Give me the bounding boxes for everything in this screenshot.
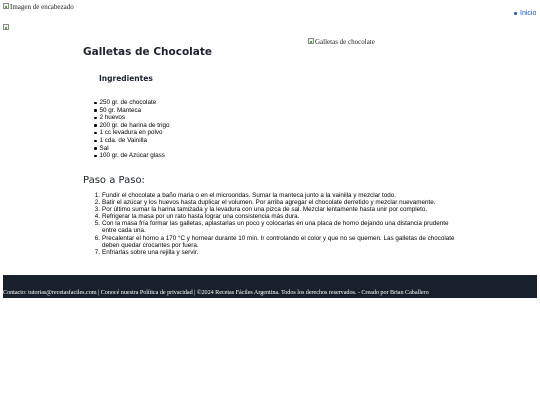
step-item (92, 199, 457, 206)
page-title: Galletas de Chocolate (83, 46, 212, 58)
steps-list (92, 192, 457, 256)
step-number: 6. (94, 234, 100, 242)
bullet-icon (94, 155, 97, 158)
step-item (92, 213, 457, 220)
step-item (92, 192, 457, 199)
bullet-icon (94, 102, 97, 105)
nav-item-inicio (514, 10, 536, 17)
step-number: 4. (94, 213, 100, 221)
ingredients-list (92, 99, 170, 160)
broken-image-icon (308, 38, 314, 44)
main-nav (514, 10, 536, 17)
step-text: Con la masa fría formar las galletas, aplastarlas un poco y colocarlas en una placa de horno dejando una distancia prudente entre cada una. (102, 220, 449, 235)
list-item (92, 152, 170, 160)
step-text: Fundir el chocolate a baño maria o en el microondas. Sumar la manteca junto a la vainilla y mezclar todo. (102, 192, 397, 199)
recipe-image-alt: Galletas de chocolate (315, 38, 375, 46)
step-text: Enfriarlas sobre una rejilla y servir. (102, 248, 199, 256)
ingredient-text: 1 cc levadura en polvo (99, 129, 163, 137)
list-item (92, 114, 170, 122)
bullet-icon (94, 147, 97, 150)
header-image (3, 3, 74, 11)
step-text: Precalentar el horno a 170 °C y hornear durante 10 min. Ir controlando el color y que no se quemen. Las galletas de chocolate deben quedar crocantes por fuera. (102, 234, 455, 249)
step-text: Batir el azúcar y los huevos hasta duplicar el volumen. Por arriba agregar el chocolate derretido y mezclar nuevamente. (102, 199, 436, 207)
step-text: Por último sumar la harina tamizada y la levadura con una pizca de sal. Mezclar lentamente hasta unir por completo. (102, 206, 428, 214)
broken-image-icon (3, 24, 9, 30)
steps-heading: Paso a Paso: (83, 175, 145, 186)
bullet-icon (514, 12, 517, 15)
ingredient-text: 250 gr. de chocolate (99, 99, 157, 106)
step-number: 5. (94, 220, 100, 228)
ingredient-text: 50 gr. Manteca (99, 106, 142, 114)
step-item (92, 206, 457, 213)
broken-image-icon (3, 3, 9, 9)
step-number: 7. (94, 248, 100, 256)
ingredient-text: 1 cda. de Vainilla (99, 136, 147, 144)
bullet-icon (94, 124, 97, 127)
step-number: 1. (94, 192, 100, 199)
list-item (92, 107, 170, 115)
nav-link-inicio[interactable]: Inicio (520, 10, 537, 17)
logo-image (3, 24, 9, 30)
bullet-icon (94, 117, 97, 120)
recipe-image (308, 38, 375, 46)
list-item (92, 129, 170, 137)
list-item (92, 122, 170, 130)
step-item (92, 249, 457, 256)
step-number: 3. (94, 206, 100, 214)
ingredient-text: Sal (99, 144, 109, 152)
ingredient-text: 200 gr. de harina de trigo (99, 121, 170, 129)
ingredients-heading: Ingredientes (99, 74, 153, 83)
step-number: 2. (94, 199, 100, 207)
bullet-icon (94, 109, 97, 112)
step-text: Refrigerar la masa por un rato hasta lograr una consistencia más dura. (102, 213, 300, 221)
bullet-icon (94, 140, 97, 143)
ingredient-text: 2 huevos (99, 114, 126, 122)
header-image-alt: Imagen de encabezado (10, 3, 74, 11)
list-item (92, 145, 170, 153)
list-item (92, 99, 170, 107)
list-item (92, 137, 170, 145)
footer-text: Contacto: tutorias@recetasfaciles.com | Conocé nuestra Política de privacidad | ©2024 Recetas Fáciles Argentina. Todos los derechos reservados. - Creado por Brian Caballero (3, 289, 429, 296)
step-item (92, 220, 457, 234)
ingredient-text: 100 gr. de Azúcar glass (99, 152, 165, 160)
bullet-icon (94, 132, 97, 135)
step-item (92, 235, 457, 249)
